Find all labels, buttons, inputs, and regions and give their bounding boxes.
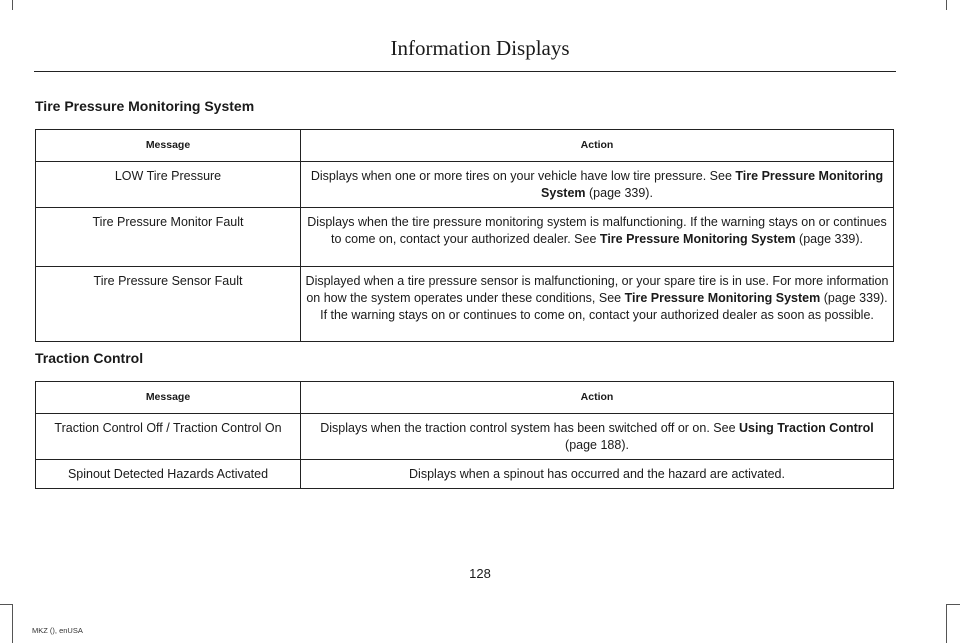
action-cell (301, 460, 894, 489)
message-cell: Traction Control Off / Traction Control On (36, 414, 301, 460)
message-cell: Tire Pressure Monitor Fault (36, 208, 301, 267)
table-row (36, 208, 894, 267)
crop-mark-right-horizontal (946, 604, 960, 605)
cross-reference-link-text: Tire Pressure Monitoring System (599, 232, 796, 246)
column-header-action: Action (301, 130, 894, 162)
crop-mark-right (946, 604, 947, 643)
table-row (36, 162, 894, 208)
action-text: (page 339). If the warning stays on or continues to come on, contact your authorized dealer as soon as possible. (320, 291, 888, 322)
cross-reference-link-text: Tire Pressure Monitoring System (541, 169, 884, 200)
table-header-row (36, 382, 894, 414)
action-text: Displays when one or more tires on your vehicle have low tire pressure. See (310, 169, 736, 183)
column-header-action: Action (301, 382, 894, 414)
cross-reference-link-text: Tire Pressure Monitoring System (624, 291, 821, 305)
column-header-message: Message (36, 382, 301, 414)
crop-mark-top-left (12, 0, 13, 10)
cross-reference-link-text: Using Traction Control (739, 421, 874, 435)
message-cell: LOW Tire Pressure (36, 162, 301, 208)
section-heading-traction-control: Traction Control (35, 350, 144, 366)
action-cell (301, 162, 894, 208)
message-cell: Spinout Detected Hazards Activated (36, 460, 301, 489)
action-text: Displays when a spinout has occurred and the hazard are activated. (409, 467, 785, 481)
page-number: 128 (469, 566, 491, 581)
footer-code: MKZ (), enUSA (32, 626, 83, 635)
tpms-table (35, 129, 894, 342)
traction-control-table (35, 381, 894, 489)
action-text: Displays when the traction control system has been switched off or on. See (320, 421, 739, 435)
action-text: (page 188). (565, 438, 629, 452)
table-row (36, 267, 894, 342)
action-text: (page 339). (795, 232, 863, 246)
table-row (36, 460, 894, 489)
column-header-message: Message (36, 130, 301, 162)
crop-mark-top-right (946, 0, 947, 10)
action-cell (301, 267, 894, 342)
header-rule (34, 71, 896, 72)
table-header-row (36, 130, 894, 162)
action-cell (301, 208, 894, 267)
page-header-title: Information Displays (390, 36, 570, 60)
action-text: (page 339). (585, 186, 653, 200)
table-row (36, 414, 894, 460)
crop-mark-left (12, 604, 13, 643)
message-cell: Tire Pressure Sensor Fault (36, 267, 301, 342)
action-cell (301, 414, 894, 460)
section-heading-tpms: Tire Pressure Monitoring System (35, 98, 255, 114)
crop-mark-left-horizontal (0, 604, 13, 605)
action-text: Displayed when a tire pressure sensor is malfunctioning, or your spare tire is in use. For more information on how the system operates under these conditions, See (305, 274, 889, 305)
action-text: Displays when the tire pressure monitoring system is malfunctioning. If the warning stays on or continues to come on, contact your authorized dealer. See (307, 215, 887, 246)
